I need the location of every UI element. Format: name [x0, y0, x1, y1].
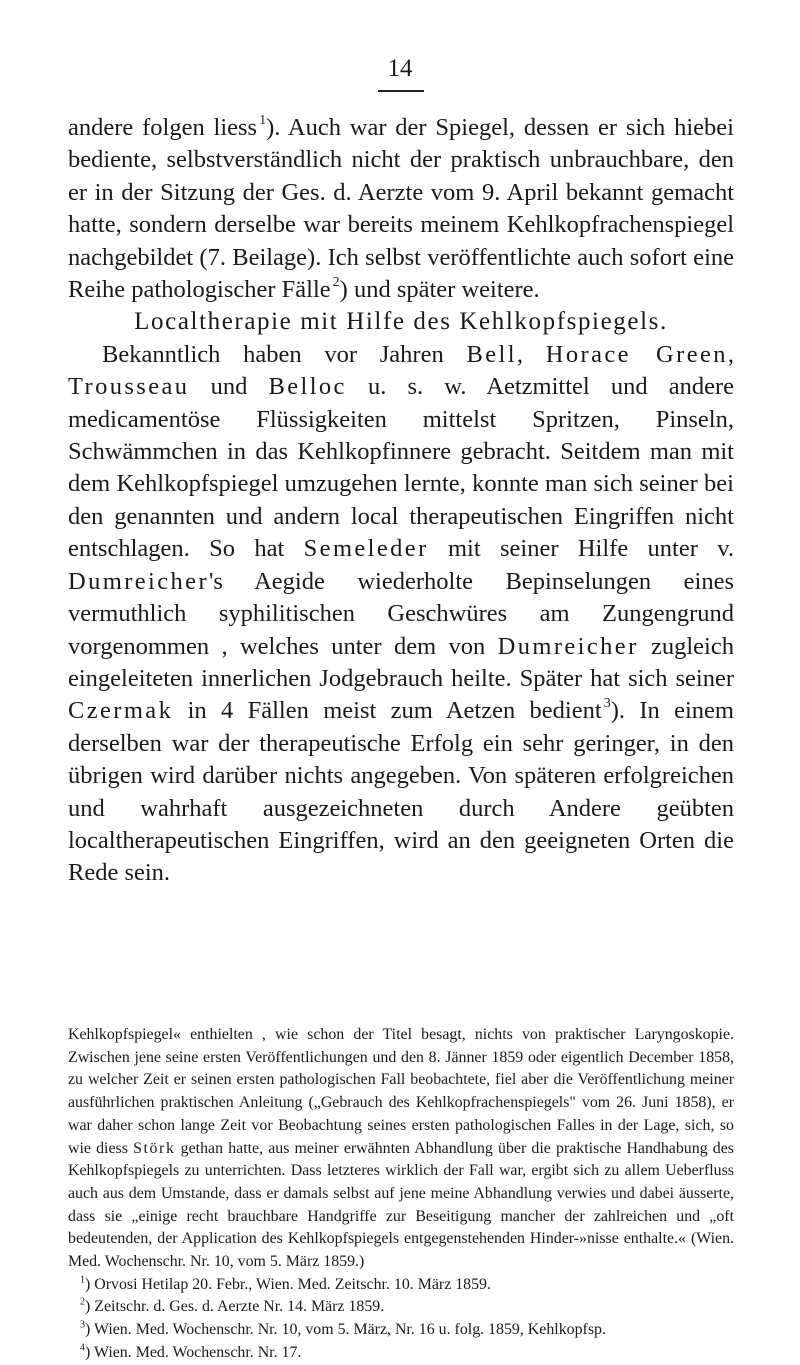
footnote-ref-2: 2 [332, 274, 340, 290]
author-name: Dumreicher [68, 567, 209, 595]
page-number-rule [378, 90, 424, 92]
footnote-3: $^3$) Wien. Med. Wochenschr. Nr. 10, vom 5. März, Nr. 16 u. folg. 1859, Kehlkopfsp. [80, 1319, 606, 1339]
author-name: Störk [133, 1139, 176, 1157]
footnote-4: $^4$) Wien. Med. Wochenschr. Nr. 17. [80, 1342, 302, 1361]
page-number: 14 [387, 55, 413, 82]
author-name: Bell [466, 340, 517, 368]
author-name: Dumreicher [497, 632, 639, 660]
footnote-continuation: Kehlkopfspiegel« enthielten , wie schon der Titel besagt, nichts von praktischer Laryngoskopie. Zwischen jene seine ersten Veröffentlichungen und den 8. Jänner 1859 oder eigentlich December 1858, zu welcher Zeit er seinen ersten pathologischen Fall beobachtete, fiel aber die Veröffentlichung meiner ausführlichen praktischen Anleitung („Gebrauch des Kehlkopfrachenspiegels" vom 26. Juni 1858), er war daher schon lange Zeit vor Beobachtung seines ersten pathologischen Falles in der Lage, sich, so wie diess Störk gethan hatte, aus meiner erwähnten Abhandlung über die praktische Handhabung des Kehlkopfspiegels zu unterrichten. Dass letzteres wirklich der Fall war, ergibt sich zu allem Ueberfluss auch aus dem Umstande, dass er damals selbst auf jene meine Abhandlung verwies und dabei äusserte, dass sie „einige recht brauchbare Handgriffe zur Beseitigung mancher der zahlreichen und „oft bedeutenden, der Application des Kehlkopfspiegels entgegenstehenden Hinder-»nisse enthalte.« (Wien. Med. Wochenschr. Nr. 10, vom 5. März 1859.) [68, 1026, 734, 1271]
author-name: Trousseau [68, 373, 190, 401]
paragraph-2: Bekanntlich haben vor Jahren Bell, Horace Green, Trousseau und Belloc u. s. w. Aetzmittel und andere medicamentöse Flüssigkeiten mittelst Spritzen, Pinseln, Schwämmchen in das Kehlkopfinnere gebracht. Seitdem man mit dem Kehlkopfspiegel umzugehen lernte, konnte man sich seiner bei den genannten und andern local therapeutischen Eingriffen nicht entschlagen. So hat Semeleder mit seiner Hilfe unter v. Dumreicher's Aegide wiederholte Bepinselungen eines vermuthlich syphilitischen Geschwüres am Zungengrund vorgenommen , welches unter dem von Dumreicher zugleich eingeleiteten innerlichen Jodgebrauch heilte. Später hat sich seiner Czermak in 4 Fällen meist zum Aetzen bedient $^3$). In einem derselben war der therapeutische Erfolg ein sehr geringer, in den übrigen wird darüber nichts angegeben. Von späteren erfolgreichen und wahrhaft ausgezeichneten durch Andere geübten localtherapeutischen Eingriffen, wird an den geeigneten Orten die Rede sein. [68, 340, 735, 887]
author-name: Czermak [68, 697, 174, 725]
author-name: Semeleder [303, 535, 429, 563]
section-heading: Localtherapie mit Hilfe des Kehlkopfspiegels. [134, 308, 668, 336]
footnote-ref-1: 1 [259, 112, 267, 128]
footnote-ref-3: 3 [603, 696, 611, 712]
main-text [68, 112, 734, 890]
author-name: Belloc [268, 373, 347, 401]
footnote-1: $^1$) Orvosi Hetilap 20. Febr., Wien. Med. Zeitschr. 10. März 1859. [80, 1274, 491, 1293]
footnote-2: $^2$) Zeitschr. d. Ges. d. Aerzte Nr. 14. März 1859. [80, 1297, 385, 1316]
footnotes [68, 1024, 734, 1365]
paragraph-1: andere folgen liess $^1$). Auch war der Spiegel, dessen er sich hiebei bediente, selbstverständlich nicht der praktisch unbrauchbare, den er in der Sitzung der Ges. d. Aerzte vom 9. April bekannt gemacht hatte, sondern derselbe war bereits meinem Kehlkopfrachenspiegel nachgebildet (7. Beilage). Ich selbst veröffentlichte auch sofort eine Reihe pathologischer Fälle $^2$) und später weitere. [68, 112, 734, 304]
author-name: Horace Green [545, 340, 728, 368]
